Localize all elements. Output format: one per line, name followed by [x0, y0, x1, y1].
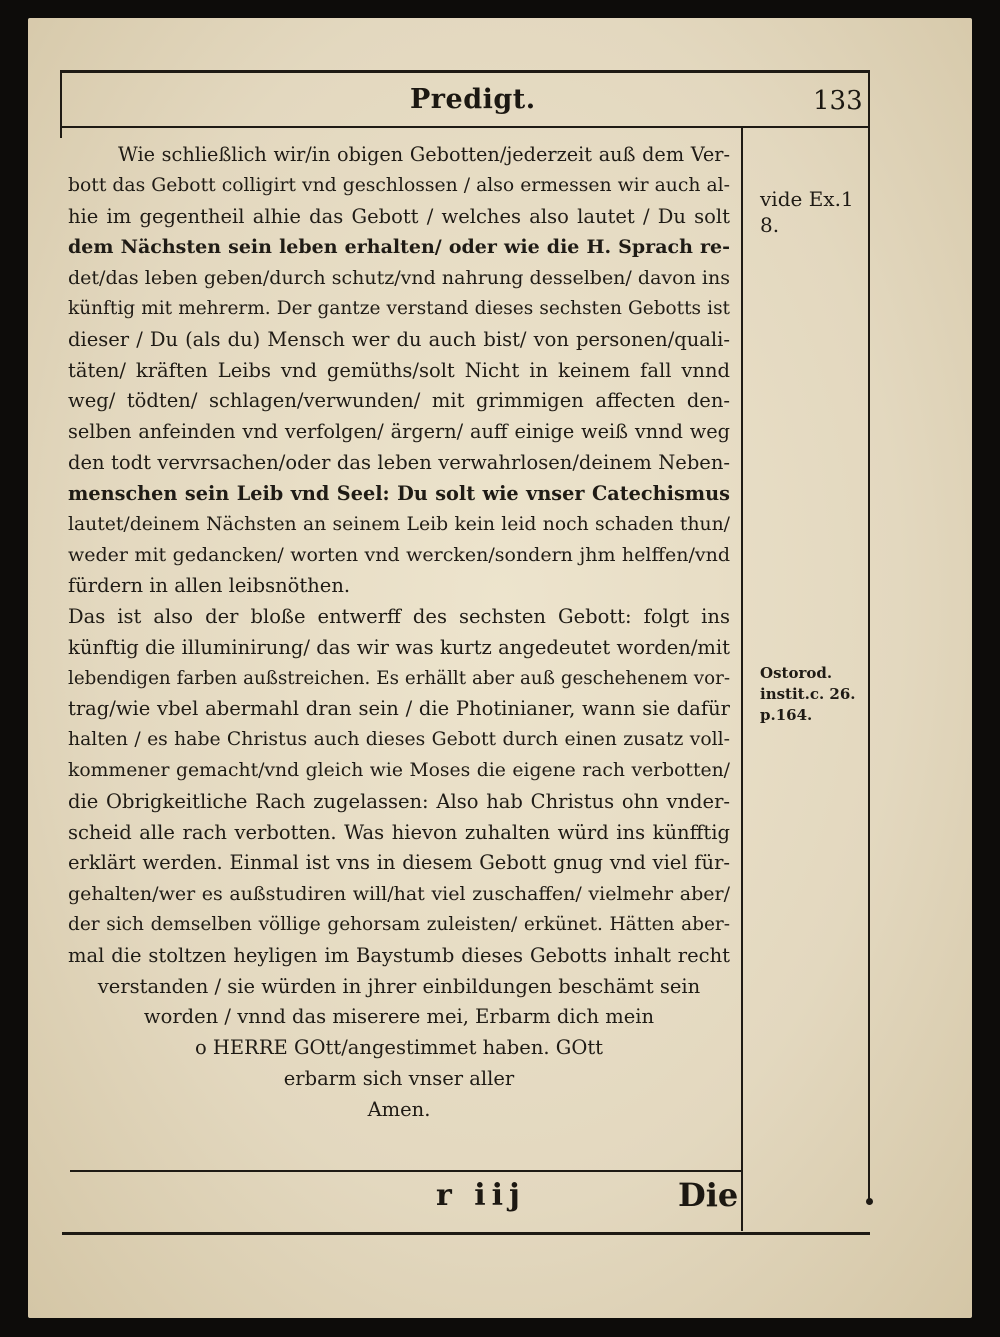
- text-line: künftig mit mehrerm. Der gantze verstand dieses sechsten Gebotts ist: [68, 297, 730, 319]
- text-line: halten / es habe Christus auch dieses Gebott durch einen zusatz voll-: [68, 729, 730, 751]
- text-line: weg/ tödten/ schlagen/verwunden/ mit grimmigen affecten den-: [68, 389, 730, 413]
- text-line: weder mit gedancken/ worten vnd wercken/sondern jhm helffen/vnd: [68, 544, 730, 567]
- text-line: o HERRE GOtt/angestimmet haben. GOtt: [194, 1036, 604, 1060]
- text-line: erbarm sich vnser aller: [283, 1066, 515, 1090]
- margin-note-line: instit.c. 26.: [760, 685, 856, 703]
- text-line: gehalten/wer es außstudiren will/hat viel zuschaffen/ vielmehr aber/: [68, 883, 730, 906]
- right-border: [868, 70, 870, 1200]
- catchword: Die: [678, 1176, 739, 1214]
- text-line: erklärt werden. Einmal ist vns in diesem Gebott gnug vnd viel für-: [68, 851, 730, 875]
- text-line: den todt vervrsachen/oder das leben verwahrlosen/deinem Neben-: [68, 450, 730, 474]
- footer-rule-bottom: [62, 1232, 870, 1235]
- text-line: menschen sein Leib vnd Seel: Du solt wie vnser Catechismus: [68, 481, 730, 505]
- ink-blot: [866, 1198, 873, 1205]
- margin-note-line: vide Ex.1: [760, 187, 854, 211]
- text-line: verstanden / sie würden in jhrer einbildungen beschämt sein: [97, 974, 701, 998]
- text-line: hie im gegentheil alhie das Gebott / welches also lautet / Du solt: [68, 204, 730, 228]
- page-number: 133: [813, 86, 863, 116]
- text-line: worden / vnnd das miserere mei, Erbarm dich mein: [143, 1005, 655, 1029]
- margin-note-line: Ostorod.: [760, 664, 833, 682]
- margin-note-line: 8.: [760, 213, 780, 237]
- text-line: selben anfeinden vnd verfolgen/ ärgern/ auff einige weiß vnnd weg: [68, 420, 730, 444]
- signature-mark: r iij: [436, 1178, 526, 1213]
- main-text-column: [68, 140, 730, 1126]
- text-line: det/das leben geben/durch schutz/vnd nahrung desselben/ davon ins: [68, 267, 730, 290]
- text-line: lebendigen farben außstreichen. Es erhällt aber auß geschehenem vor-: [68, 667, 730, 689]
- text-line: dem Nächsten sein leben erhalten/ oder wie die H. Sprach re-: [68, 236, 730, 259]
- left-border: [60, 70, 62, 138]
- text-line: fürdern in allen leibsnöthen.: [68, 574, 351, 598]
- text-line: lautet/deinem Nächsten an seinem Leib kein leid noch schaden thun/: [68, 513, 730, 535]
- header-rule: [60, 126, 870, 128]
- text-line: bott das Gebott colligirt vnd geschlossen / also ermessen wir auch al-: [68, 174, 730, 196]
- text-line: Amen.: [367, 1097, 431, 1121]
- text-line: künftig die illuminirung/ das wir was kurtz angedeutet worden/mit: [68, 635, 730, 659]
- text-line: scheid alle rach verbotten. Was hievon zuhalten würd ins künfftig: [68, 820, 730, 844]
- margin-note-reference: [760, 186, 854, 238]
- text-line: dieser / Du (als du) Mensch wer du auch bist/ von personen/quali-: [68, 327, 730, 351]
- text-line: Wie schließlich wir/in obigen Gebotten/jederzeit auß dem Ver-: [118, 143, 730, 166]
- footer-rule-top: [70, 1170, 742, 1172]
- margin-note-line: p.164.: [760, 706, 813, 724]
- running-title: Predigt.: [410, 84, 536, 115]
- text-line: die Obrigkeitliche Rach zugelassen: Also hab Christus ohn vnder-: [68, 789, 730, 813]
- text-line: trag/wie vbel abermahl dran sein / die Photinianer, wann sie dafür: [68, 697, 730, 721]
- column-divider: [741, 126, 743, 1231]
- text-line: kommener gemacht/vnd gleich wie Moses die eigene rach verbotten/: [68, 759, 730, 781]
- text-line: mal die stoltzen heyligen im Baystumb dieses Gebotts inhalt recht: [68, 943, 730, 967]
- text-line: täten/ kräften Leibs vnd gemüths/solt Nicht in keinem fall vnnd: [68, 358, 730, 382]
- top-rule: [60, 70, 870, 73]
- text-line: der sich demselben völlige gehorsam zuleisten/ erkünet. Hätten aber-: [68, 913, 730, 935]
- text-line: Das ist also der bloße entwerff des sechsten Gebott: folgt ins: [68, 604, 730, 628]
- margin-note-citation: [760, 663, 856, 726]
